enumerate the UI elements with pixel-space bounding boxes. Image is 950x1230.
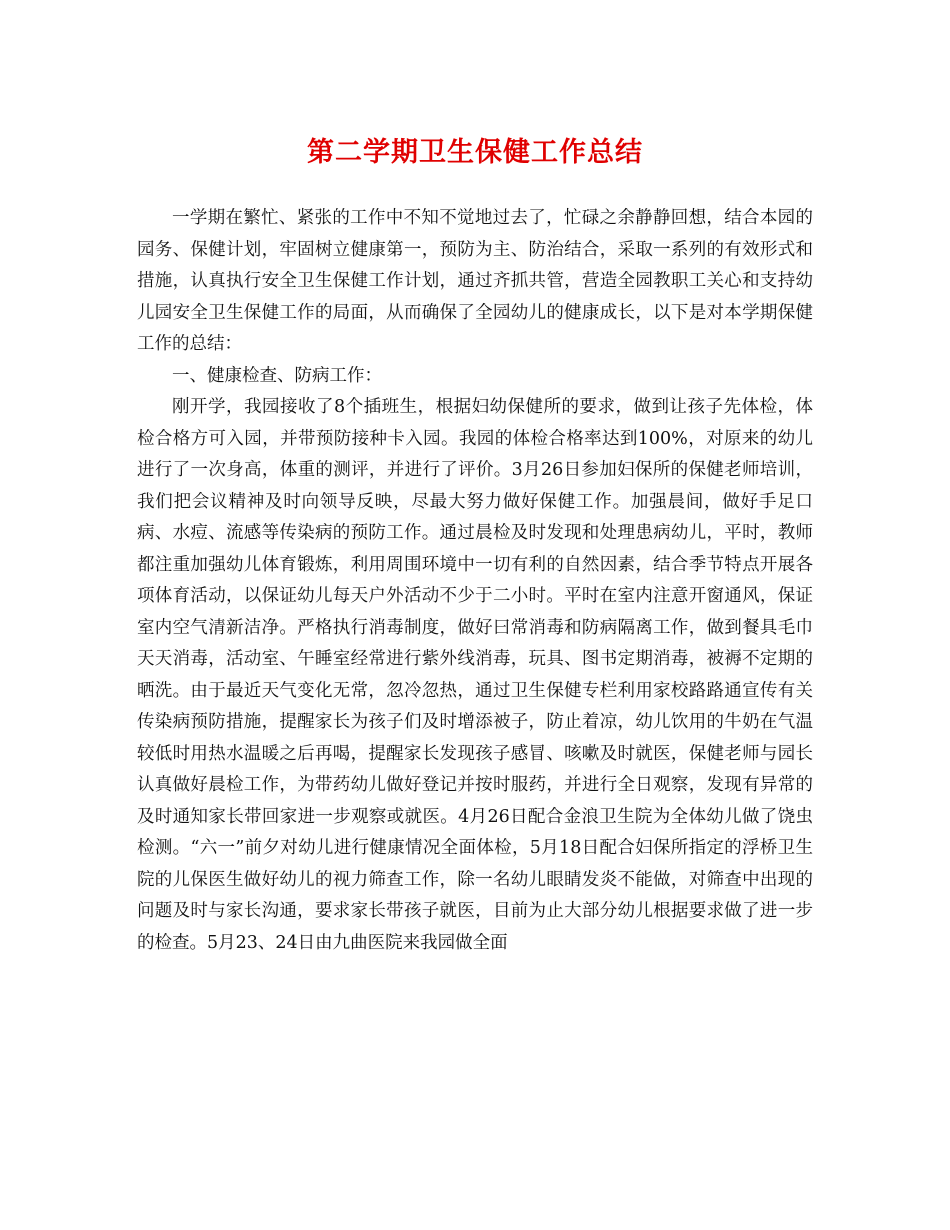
document-body xyxy=(137,203,813,959)
paragraph-intro: 一学期在繁忙、紧张的工作中不知不觉地过去了，忙碌之余静静回想，结合本园的园务、保健计划，牢固树立健康第一，预防为主、防治结合，采取一系列的有效形式和措施，认真执行安全卫生保健工作计划，通过齐抓共管，营造全园教职工关心和支持幼儿园安全卫生保健工作的局面，从而确保了全园幼儿的健康成长，以下是对本学期保健工作的总结： xyxy=(137,208,813,354)
document-title: 第二学期卫生保健工作总结 xyxy=(307,137,643,168)
section-heading-health-check: 一、健康检查、防病工作： xyxy=(172,365,382,386)
paragraph-health-check: 刚开学，我园接收了8个插班生，根据妇幼保健所的要求，做到让孩子先体检，体检合格方可入园，并带预防接种卡入园。我园的体检合格率达到100%，对原来的幼儿进行了一次身高，体重的测评，并进行了评价。3月26日参加妇保所的保健老师培训，我们把会议精神及时向领导反映，尽最大努力做好保健工作。加强晨间，做好手足口病、水痘、流感等传染病的预防工作。通过晨检及时发现和处理患病幼儿，平时，教师都注重加强幼儿体育锻炼，利用周围环境中一切有利的自然因素，结合季节特点开展各项体育活动，以保证幼儿每天户外活动不少于二小时。平时在室内注意开窗通风，保证室内空气清新洁净。严格执行消毒制度，做好曰常消毒和防病隔离工作，做到餐具毛巾天天消毒，活动室、午睡室经常进行紫外线消毒，玩具、图书定期消毒，被褥不定期的晒洗。由于最近天气变化无常，忽冷忽热，通过卫生保健专栏利用家校路路通宣传有关传染病预防措施，提醒家长为孩子们及时增添被子，防止着凉，幼儿饮用的牛奶在气温较低时用热水温暖之后再喝，提醒家长发现孩子感冒、咳嗽及时就医，保健老师与园长认真做好晨检工作，为带药幼儿做好登记并按时服药，并进行全日观察，发现有异常的及时通知家长带回家进一步观察或就医。4月26日配合金浪卫生院为全体幼儿做了饶虫检测。“六一”前夕对幼儿进行健康情况全面体检，5月18日配合妇保所指定的浮桥卫生院的儿保医生做好幼儿的视力筛查工作，除一名幼儿眼睛发炎不能做，对筛查中出现的问题及时与家长沟通，要求家长带孩子就医，目前为止大部分幼儿根据要求做了进一步的检查。5月23、24日由九曲医院来我园做全面 xyxy=(137,397,813,953)
